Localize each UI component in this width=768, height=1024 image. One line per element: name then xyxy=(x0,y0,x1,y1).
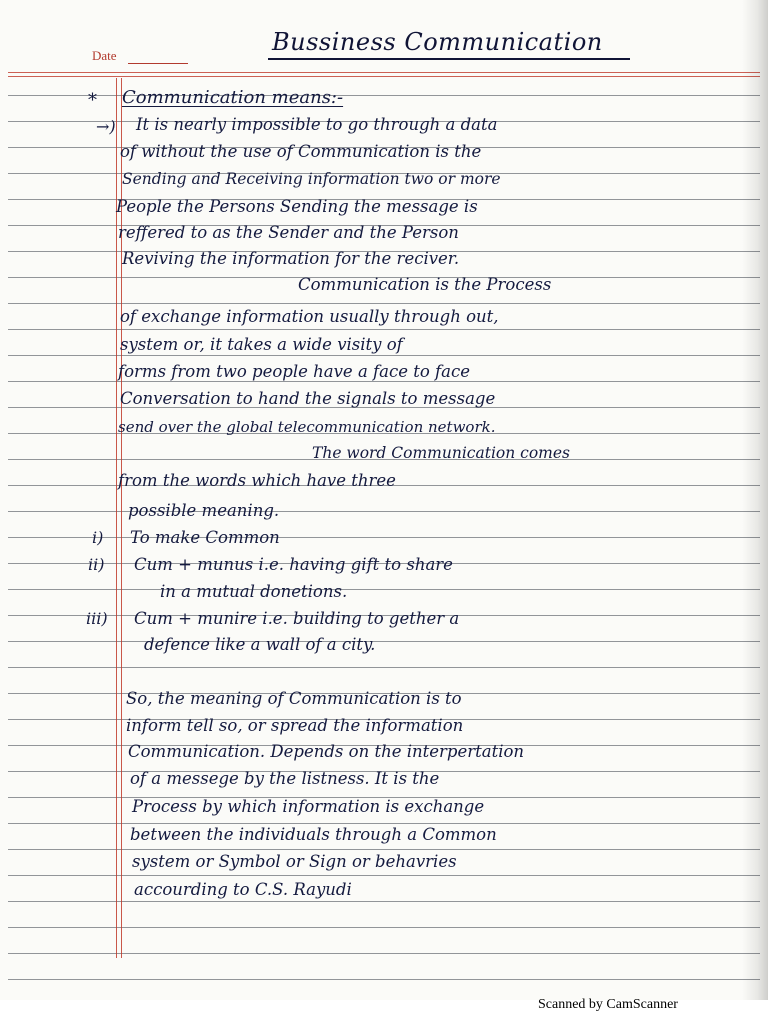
list-marker-ii: ii) xyxy=(88,555,105,574)
text-line: It is nearly impossible to go through a data xyxy=(136,115,498,134)
text-line: reffered to as the Sender and the Person xyxy=(118,223,459,242)
page-edge-shadow xyxy=(742,0,768,1000)
text-line: Conversation to hand the signals to message xyxy=(120,389,496,408)
text-line: Sending and Receiving information two or more xyxy=(122,170,501,188)
text-line: possible meaning. xyxy=(128,501,280,520)
text-line: inform tell so, or spread the information xyxy=(126,716,464,735)
text-line: send over the global telecommunication network. xyxy=(118,418,496,436)
text-line-heading: Communication means:- xyxy=(122,87,344,108)
text-line: Reviving the information for the reciver. xyxy=(122,249,460,268)
list-item-text: To make Common xyxy=(130,528,280,547)
text-line: So, the meaning of Communication is to xyxy=(126,689,462,708)
list-item-text: in a mutual donetions. xyxy=(160,582,348,601)
text-line: forms from two people have a face to face xyxy=(118,362,470,381)
text-line: Communication. Depends on the interpertation xyxy=(128,742,525,761)
date-line xyxy=(128,63,188,64)
text-line: Process by which information is exchange xyxy=(132,797,485,816)
text-line: from the words which have three xyxy=(118,471,396,490)
text-line: Communication is the Process xyxy=(298,275,552,294)
title-underline xyxy=(268,58,630,60)
text-line: The word Communication comes xyxy=(312,444,570,462)
text-line: of exchange information usually through out, xyxy=(120,307,499,326)
list-item-text: Cum + munus i.e. having gift to share xyxy=(134,555,453,574)
list-marker-iii: iii) xyxy=(86,609,108,628)
ruled-line xyxy=(8,979,760,980)
text-line: system or, it takes a wide visity of xyxy=(120,335,403,354)
star-marker: * xyxy=(88,90,97,111)
arrow-marker: →) xyxy=(96,117,116,136)
text-line: accourding to C.S. Rayudi xyxy=(134,880,352,899)
page-title: Bussiness Communication xyxy=(272,28,603,56)
text-line: of a messege by the listness. It is the xyxy=(130,769,440,788)
text-line: of without the use of Communication is the xyxy=(120,142,482,161)
header-red-line xyxy=(8,76,760,77)
text-line: People the Persons Sending the message is xyxy=(116,197,478,216)
list-item-text: defence like a wall of a city. xyxy=(144,635,376,654)
list-marker-i: i) xyxy=(92,528,104,547)
text-line: between the individuals through a Common xyxy=(130,825,497,844)
list-item-text: Cum + munire i.e. building to gether a xyxy=(134,609,460,628)
scanner-watermark: Scanned by CamScanner xyxy=(538,997,678,1012)
text-line: system or Symbol or Sign or behavries xyxy=(132,852,457,871)
date-label: Date xyxy=(92,48,117,63)
header-red-line xyxy=(8,72,760,73)
